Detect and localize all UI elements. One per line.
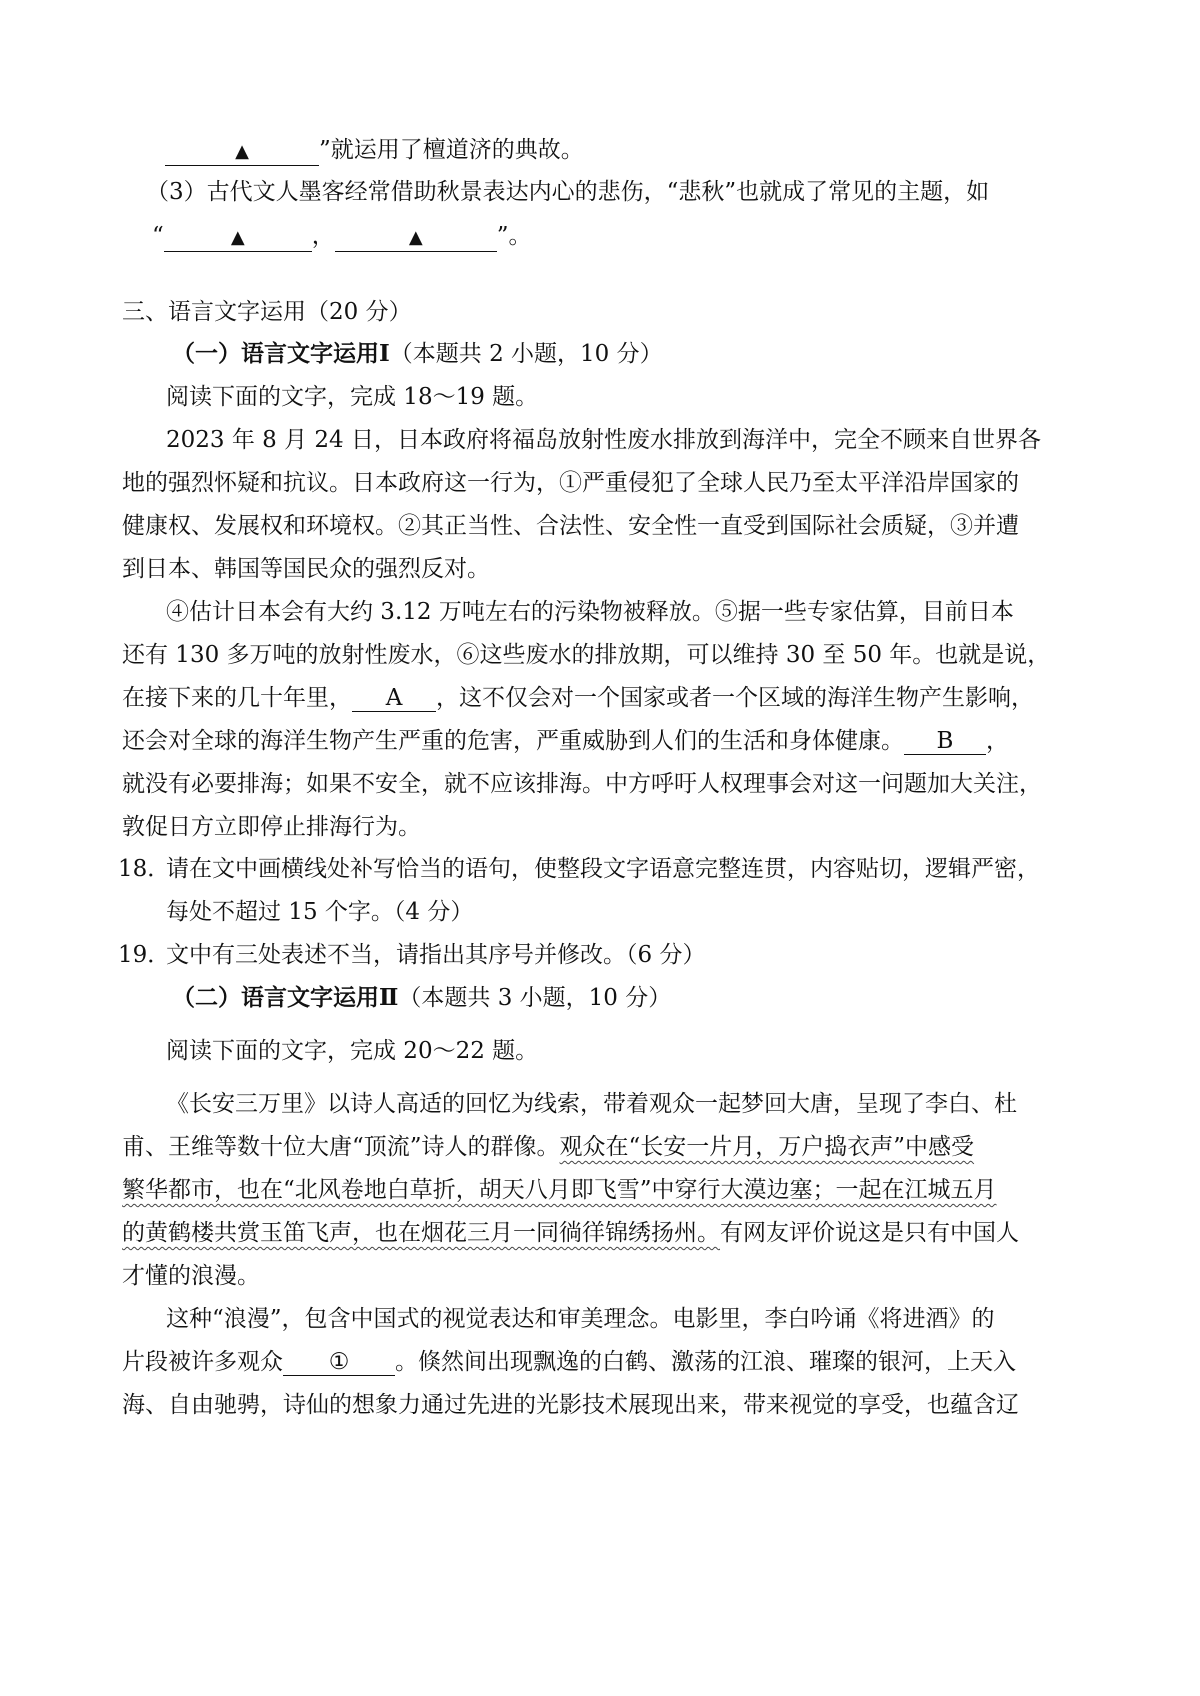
q18-line2: 每处不超过 15 个字。（4 分）	[166, 899, 474, 925]
close-quote: ”。	[496, 223, 532, 249]
part2-p1-line1: 《长安三万里》以诗人高适的回忆为线索，带着观众一起梦回大唐，呈现了李白、杜	[166, 1091, 1017, 1117]
part2-intro: 阅读下面的文字，完成 20～22 题。	[166, 1038, 539, 1064]
triangle-marker: ▲	[408, 227, 423, 248]
blank-a[interactable]: A	[352, 685, 436, 712]
part1-p2-line3	[122, 682, 1034, 714]
part2-title: （二）语言文字运用Ⅱ	[172, 984, 399, 1011]
text: 还会对全球的海洋生物产生严重的危害，严重威胁到人们的生活和身体健康。	[122, 728, 904, 754]
part1-intro: 阅读下面的文字，完成 18～19 题。	[166, 384, 539, 410]
part2-p1-line3	[122, 1174, 997, 1206]
part1-p1-line2: 地的强烈怀疑和抗议。日本政府这一行为，①严重侵犯了全球人民乃至太平洋沿岸国家的	[122, 470, 1019, 496]
part2-p2-line3: 海、自由驰骋，诗仙的想象力通过先进的光影技术展现出来，带来视觉的享受，也蕴含辽	[122, 1392, 1019, 1418]
open-quote: “	[152, 223, 164, 249]
blank-1[interactable]: ①	[283, 1349, 395, 1376]
comma: ，	[311, 223, 335, 249]
part1-p2-line5: 就没有必要排海；如果不安全，就不应该排海。中方呼吁人权理事会对这一问题加大关注，	[122, 771, 1042, 797]
part1-heading	[172, 338, 663, 370]
part1-p2-line1: ④估计日本会有大约 3.12 万吨左右的污染物被释放。⑤据一些专家估算，目前日本	[166, 599, 1014, 625]
answer-blank[interactable]	[165, 137, 319, 166]
wavy-underlined-text: 的黄鹤楼共赏玉笛飞声，也在烟花三月一同徜徉锦绣扬州。	[122, 1220, 720, 1246]
text: 甫、王维等数十位大唐“顶流”诗人的群像。	[122, 1134, 560, 1160]
q19-text: 文中有三处表述不当，请指出其序号并修改。（6 分）	[166, 942, 706, 968]
q19-number: 19．	[118, 942, 171, 968]
text: 有网友评价说这是只有中国人	[720, 1220, 1019, 1246]
q17-answer-line	[165, 134, 584, 166]
triangle-marker: ▲	[230, 227, 245, 248]
blank-b[interactable]: B	[904, 728, 986, 755]
part1-p2-line6: 敦促日方立即停止排海行为。	[122, 814, 421, 840]
text: ，	[986, 728, 1009, 754]
q17-item3-text: （3）古代文人墨客经常借助秋景表达内心的悲伤，“悲秋”也就成了常见的主题，如	[146, 179, 990, 205]
part1-title: （一）语言文字运用Ⅰ	[172, 340, 390, 367]
part1-p1-line3: 健康权、发展权和环境权。②其正当性、合法性、安全性一直受到国际社会质疑，③并遭	[122, 513, 1019, 539]
section3-heading: 三、语言文字运用（20 分）	[122, 299, 412, 325]
q17-item3-blanks	[152, 220, 532, 252]
part1-p1-line1: 2023 年 8 月 24 日，日本政府将福岛放射性废水排放到海洋中，完全不顾来自世界各	[166, 427, 1041, 453]
answer-blank-1[interactable]	[164, 223, 312, 252]
wavy-underlined-text: 观众在“长安一片月，万户捣衣声”中感受	[559, 1134, 975, 1160]
part2-note: （本题共 3 小题，10 分）	[398, 985, 672, 1011]
text: 在接下来的几十年里，	[122, 685, 352, 711]
text: 。倏然间出现飘逸的白鹤、激荡的江浪、璀璨的银河，上天入	[395, 1349, 1016, 1375]
answer-blank-2[interactable]	[335, 223, 497, 252]
part2-p2-line2	[122, 1346, 1016, 1378]
part1-note: （本题共 2 小题，10 分）	[389, 341, 663, 367]
text: ，这不仅会对一个国家或者一个区域的海洋生物产生影响，	[436, 685, 1034, 711]
wavy-underlined-text: 繁华都市，也在“北风卷地白草折，胡天八月即飞雪”中穿行大漠边塞；一起在江城五月	[122, 1177, 997, 1203]
part2-p1-line4	[122, 1217, 1019, 1249]
part2-p2-line1: 这种“浪漫”，包含中国式的视觉表达和审美理念。电影里，李白吟诵《将进酒》的	[166, 1306, 995, 1332]
part1-p1-line4: 到日本、韩国等国民众的强烈反对。	[122, 556, 490, 582]
q18-line1: 请在文中画横线处补写恰当的语句，使整段文字语意完整连贯，内容贴切，逻辑严密，	[166, 856, 1040, 882]
q17-tail-text: ”就运用了檀道济的典故。	[319, 137, 584, 163]
part1-p2-line2: 还有 130 多万吨的放射性废水，⑥这些废水的排放期，可以维持 30 至 50 年。也就是说，	[122, 642, 1051, 668]
part2-p1-line2	[122, 1131, 974, 1163]
part2-heading	[172, 982, 671, 1014]
triangle-marker: ▲	[235, 141, 249, 162]
text: 片段被许多观众	[122, 1349, 283, 1375]
part2-p1-line5: 才懂的浪漫。	[122, 1263, 260, 1289]
q18-number: 18．	[118, 856, 171, 882]
part1-p2-line4	[122, 725, 1009, 757]
